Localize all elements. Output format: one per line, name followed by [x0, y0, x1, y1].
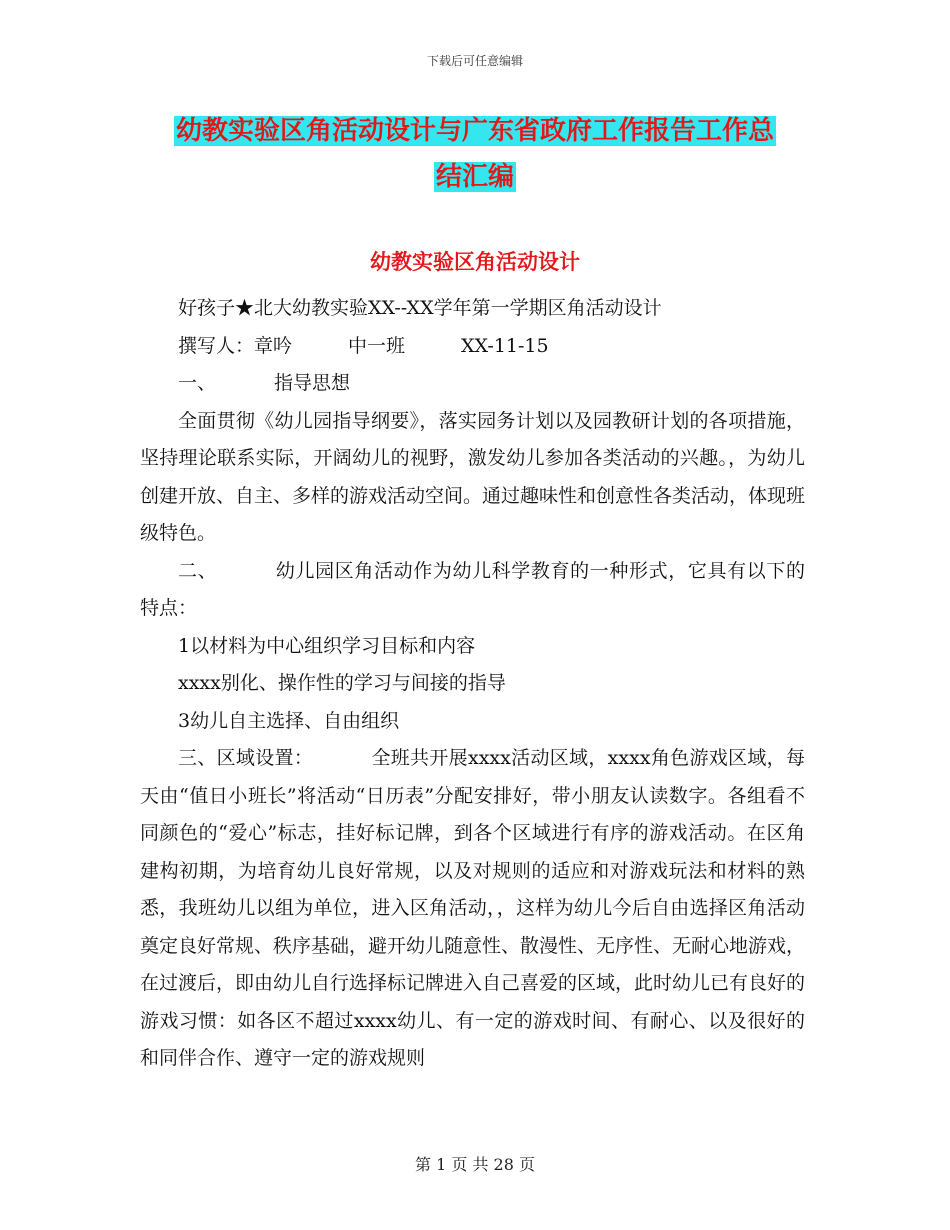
section2-title: 幼儿园区角活动作为幼儿科学教育的一种形式，它具有以下的特点： [140, 559, 805, 619]
section3-paragraph [140, 740, 805, 1078]
section1-title: 指导思想 [274, 372, 351, 394]
section2-heading [140, 553, 805, 628]
document-title-line-2: 结汇编 [435, 162, 514, 192]
class-name: 中一班 [348, 334, 406, 357]
author-line [140, 328, 805, 366]
author-label: 撰写人：章吟 [178, 334, 293, 357]
page-footer: 第 1 页 共 28 页 [415, 1155, 535, 1174]
section2-item-3: 3幼儿自主选择、自由组织 [178, 709, 400, 732]
section-title: 幼教实验区角活动设计 [370, 250, 580, 274]
document-title [140, 108, 810, 200]
section1-heading [140, 365, 805, 403]
subtitle-line: 好孩子★北大幼教实验XX--XX学年第一学期区角活动设计 [178, 297, 662, 319]
section1-number: 一、 [178, 372, 217, 394]
document-body [140, 290, 805, 1078]
section2-number: 二、 [178, 559, 218, 582]
header-note: 下载后可任意编辑 [426, 54, 523, 68]
section1-content: 全面贯彻《幼儿园指导纲要》，落实园务计划以及园教研计划的各项措施，坚持理论联系实际，开阔幼儿的视野，激发幼儿参加各类活动的兴趣。，为幼儿创建开放、自主、多样的游戏活动空间。通过趣味性和创意性各类活动，体现班级特色。 [140, 409, 806, 544]
section3-label: 三、区域设置： [178, 747, 314, 769]
section3-content: 全班共开展xxxx活动区域，xxxx角色游戏区域，每天由“值日小班长”将活动“日历表”分配安排好，带小朋友认读数字。各组看不同颜色的“爱心”标志，挂好标记牌，到各个区域进行有序的游戏活动。在区角建构初期，为培育幼儿良好常规，以及对规则的适应和对游戏玩法和材料的熟悉，我班幼儿以组为单位，进入区角活动，，这样为幼儿今后自由选择区角活动奠定良好常规、秩序基础，避开幼儿随意性、散漫性、无序性、无耐心地游戏，在过渡后，即由幼儿自行选择标记牌进入自己喜爱的区域，此时幼儿已有良好的游戏习惯：如各区不超过xxxx幼儿、有一定的游戏时间、有耐心、以及很好的和同伴合作、遵守一定的游戏规则 [140, 747, 806, 1069]
document-title-line-1: 幼教实验区角活动设计与广东省政府工作报告工作总 [175, 116, 774, 146]
section2-item-2: xxxx别化、操作性的学习与间接的指导 [178, 672, 506, 694]
section2-item-1: 1以材料为中心组织学习目标和内容 [178, 634, 476, 657]
author-date: XX-11-15 [461, 334, 549, 357]
